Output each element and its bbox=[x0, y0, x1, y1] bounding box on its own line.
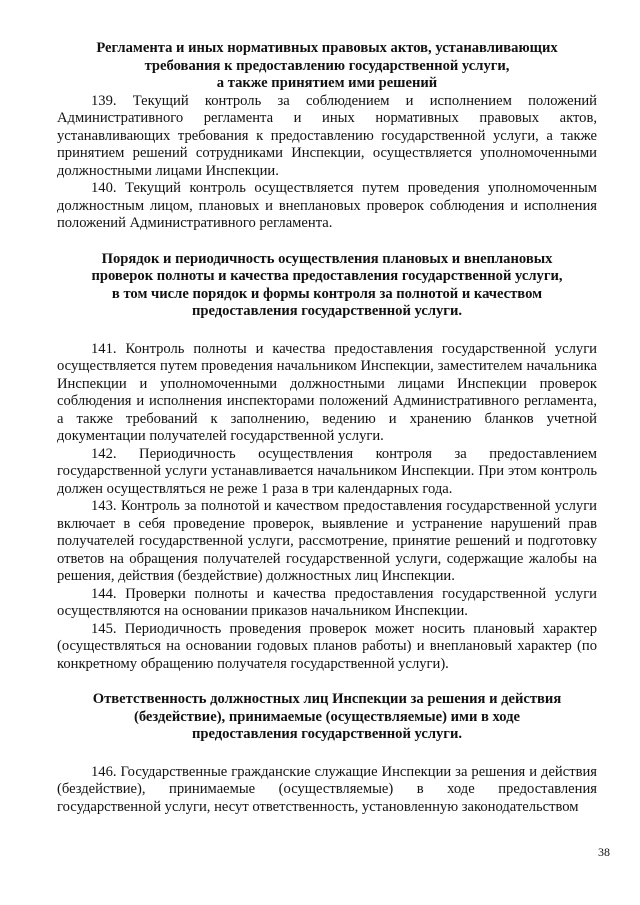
section-heading-3 bbox=[57, 691, 597, 744]
paragraph-141: 141. Контроль полноты и качества предоставления государственной услуги осуществляется путем проведения начальником Инспекции, заместителем начальника Инспекции и уполномоченными должностными лицами Инспекции проверок соблюдения и исполнения инспекторами положений Административного регламента, а также требований к заполнению, ведению и хранению бланков учетной документации получателей государственной услуги. bbox=[57, 340, 597, 444]
heading-line: предоставления государственной услуги. bbox=[191, 303, 462, 319]
paragraph-146: 146. Государственные гражданские служащие Инспекции за решения и действия (бездействие), принимаемые (осуществляемые) в ходе предоставления государственной услуги, несут ответственность, установленную законодательством bbox=[57, 763, 597, 815]
paragraph-142: 142. Периодичность осуществления контроля за предоставлением государственной услуги устанавливается начальником Инспекции. При этом контроль должен осуществляться не реже 1 раза в три календарных года. bbox=[57, 445, 597, 497]
section-heading-1 bbox=[57, 40, 597, 93]
section-heading-2 bbox=[57, 251, 597, 321]
heading-line: а также принятием ими решений bbox=[216, 75, 438, 91]
paragraph-145: 145. Периодичность проведения проверок может носить плановый характер (осуществляться на основании годовых планов работы) и внеплановый характер (по конкретному обращению получателя государственной услуги). bbox=[57, 620, 597, 672]
spacer bbox=[57, 744, 597, 764]
page-number: 38 bbox=[598, 845, 610, 859]
heading-line: Ответственность должностных лиц Инспекции за решения и действия bbox=[92, 691, 562, 707]
heading-line: проверок полноты и качества предоставления государственной услуги, bbox=[91, 268, 563, 284]
paragraph-144: 144. Проверки полноты и качества предоставления государственной услуги осуществляются на основании приказов начальником Инспекции. bbox=[57, 585, 597, 619]
paragraph-143: 143. Контроль за полнотой и качеством предоставления государственной услуги включает в себя проведение проверок, выявление и устранение нарушений прав получателей государственной услуги, рассмотрение, принятие решений и подготовку ответов на обращения получателей государственной услуги, содержащие жалобы на решения, действия (бездействие) должностных лиц Инспекции. bbox=[57, 498, 597, 584]
heading-line: требования к предоставлению государственной услуги, bbox=[144, 57, 510, 74]
spacer bbox=[57, 673, 597, 691]
document-page bbox=[57, 40, 597, 816]
heading-line: Регламента и иных нормативных правовых актов, устанавливающих bbox=[96, 40, 558, 56]
paragraph-139: 139. Текущий контроль за соблюдением и исполнением положений Административного регламента и иных нормативных правовых актов, устанавливающих требования к предоставлению государственной услуги, а также принятием решений сотрудниками Инспекции, осуществляется уполномоченными должностными лицами Инспекции. bbox=[57, 92, 597, 179]
paragraph-140: 140. Текущий контроль осуществляется путем проведения уполномоченным должностным лицом, плановых и внеплановых проверок соблюдения и исполнения положений Административного регламента. bbox=[57, 180, 597, 231]
spacer bbox=[57, 233, 597, 251]
spacer bbox=[57, 321, 597, 341]
heading-line: предоставления государственной услуги. bbox=[191, 726, 462, 742]
heading-line: (бездействие), принимаемые (осуществляемые) ими в ходе bbox=[133, 708, 521, 725]
heading-line: в том числе порядок и формы контроля за полнотой и качеством bbox=[111, 285, 543, 302]
heading-line: Порядок и периодичность осуществления плановых и внеплановых bbox=[101, 250, 553, 267]
